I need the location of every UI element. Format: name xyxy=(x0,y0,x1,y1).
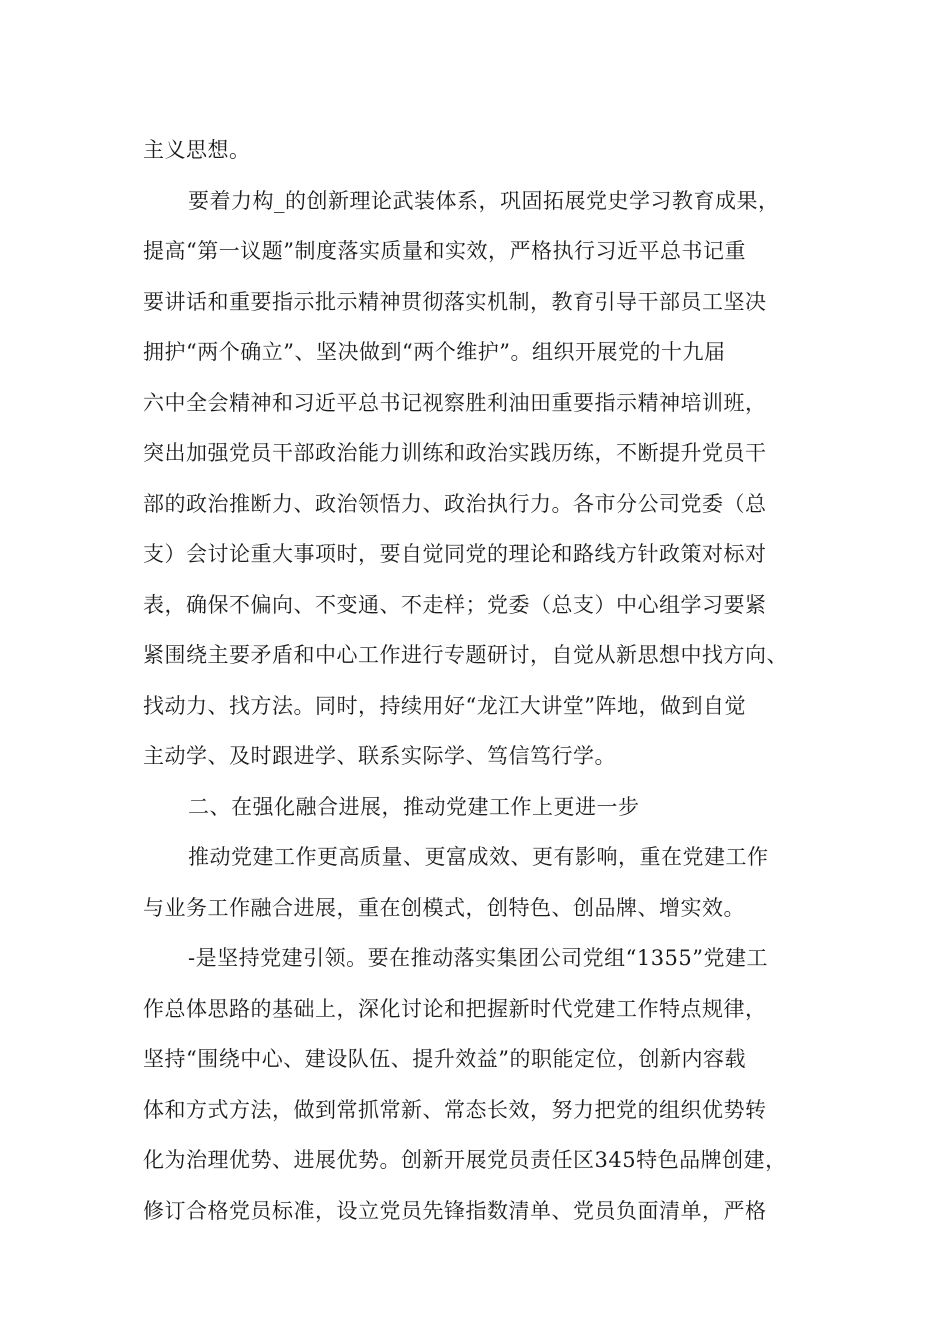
section-heading: 二、在强化融合进展，推动党建工作上更进一步 xyxy=(188,795,640,819)
text-line: 修订合格党员标准，设立党员先锋指数清单、党员负面清单，严格 xyxy=(143,1199,767,1223)
text-line: 体和方式方法，做到常抓常新、常态长效，努力把党的组织优势转 xyxy=(143,1098,767,1122)
text-line: 六中全会精神和习近平总书记视察胜利油田重要指示精神培训班， xyxy=(143,391,767,415)
text-line: 主动学、及时跟进学、联系实际学、笃信笃行学。 xyxy=(143,744,616,768)
text-line: 部的政治推断力、政治领悟力、政治执行力。各市分公司党委（总 xyxy=(143,492,767,516)
paragraph-first-line: -是坚持党建引领。要在推动落实集团公司党组“1355”党建工 xyxy=(188,946,769,970)
text-line: 突出加强党员干部政治能力训练和政治实践历练，不断提升党员干 xyxy=(143,441,767,465)
text-line: 主义思想。 xyxy=(143,138,251,162)
text-line: 紧围绕主要矛盾和中心工作进行专题研讨，自觉从新思想中找方向、 xyxy=(143,643,788,667)
text-line: 作总体思路的基础上，深化讨论和把握新时代党建工作特点规律， xyxy=(143,997,767,1021)
text-line: 表，确保不偏向、不变通、不走样；党委（总支）中心组学习要紧 xyxy=(143,593,767,617)
text-line: 提高“第一议题”制度落实质量和实效，严格执行习近平总书记重 xyxy=(143,239,746,263)
text-line: 找动力、找方法。同时，持续用好“龙江大讲堂”阵地，做到自觉 xyxy=(143,694,746,718)
text-line: 要讲话和重要指示批示精神贯彻落实机制，教育引导干部员工坚决 xyxy=(143,290,767,314)
text-line: 化为治理优势、进展优势。创新开展党员责任区345特色品牌创建， xyxy=(143,1148,787,1172)
text-line: 支）会讨论重大事项时，要自觉同党的理论和路线方针政策对标对 xyxy=(143,542,767,566)
text-line: 与业务工作融合进展，重在创模式，创特色、创品牌、增实效。 xyxy=(143,896,745,920)
paragraph-first-line: 推动党建工作更高质量、更富成效、更有影响，重在党建工作 xyxy=(188,845,769,869)
text-line: 坚持“围绕中心、建设队伍、提升效益”的职能定位，创新内容载 xyxy=(143,1047,746,1071)
paragraph-first-line: 要着力构_的创新理论武装体系，巩固拓展党史学习教育成果， xyxy=(188,189,780,213)
text-line: 拥护“两个确立”、坚决做到“两个维护”。组织开展党的十九届 xyxy=(143,340,726,364)
